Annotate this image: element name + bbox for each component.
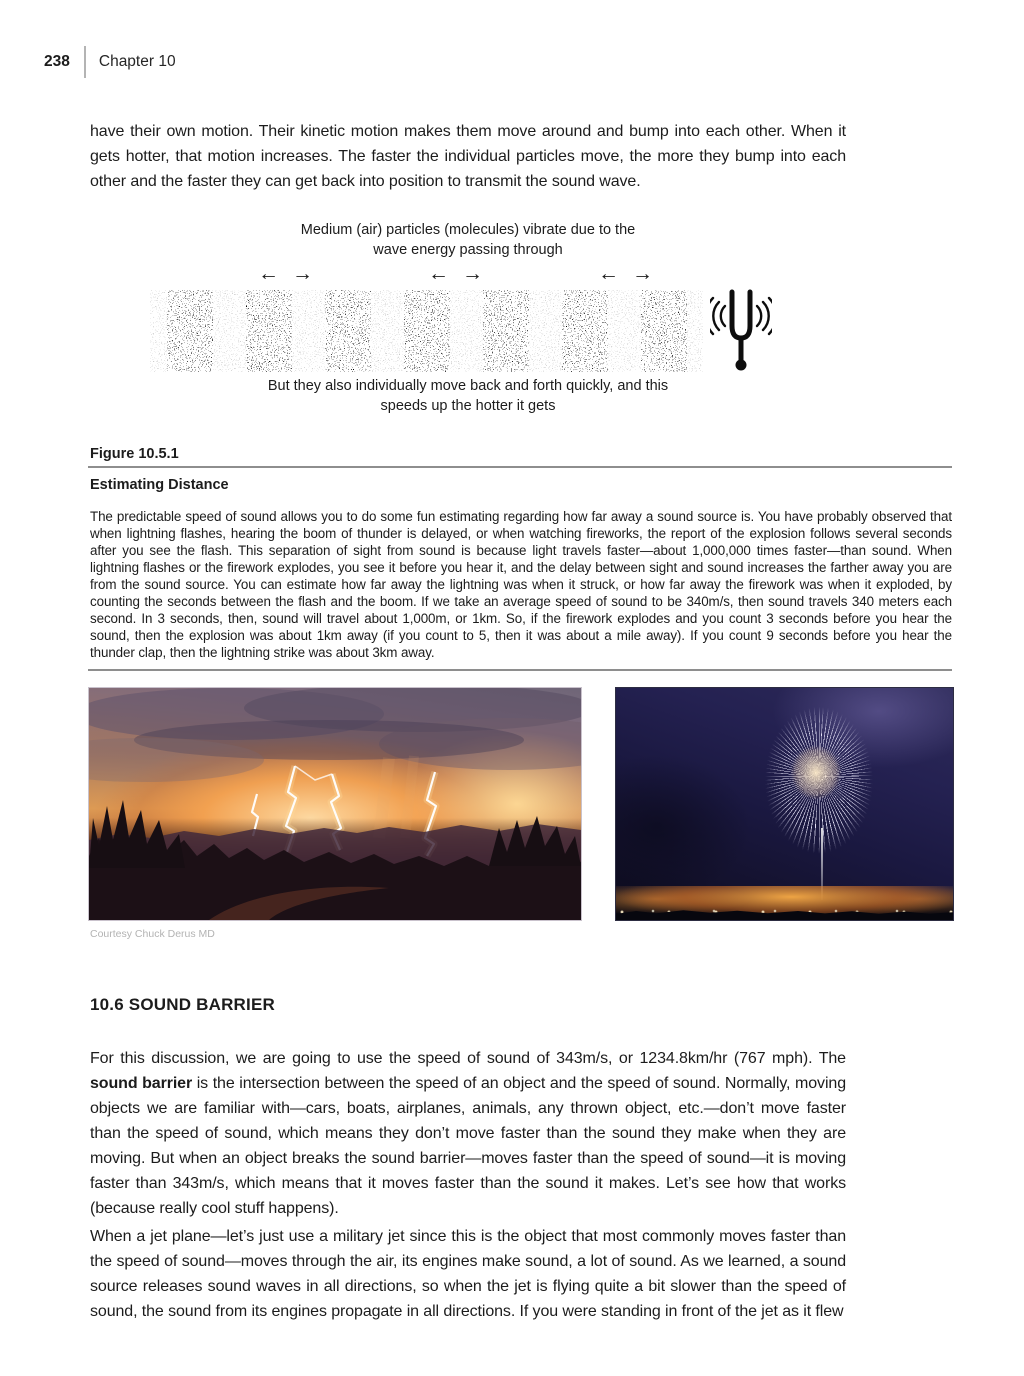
lightning-storm-photo <box>88 687 582 921</box>
figure-caption-top-line1: Medium (air) particles (molecules) vibrate due to the <box>300 222 636 238</box>
figure-10-5-1 <box>90 218 846 422</box>
para1-pre: For this discussion, we are going to use the speed of sound of 343m/s, or 1234.8km/hr (767 mph). The <box>90 1050 846 1067</box>
page-number: 238 <box>44 53 70 70</box>
vibration-arrows-left-icon <box>258 262 313 286</box>
firework-burst <box>744 694 894 890</box>
left-arrow-icon: ← <box>428 262 449 285</box>
lightning-storm-overlay <box>89 688 581 920</box>
figure-caption-top-line2: wave energy passing through <box>373 242 563 258</box>
sound-barrier-paragraph-1 <box>90 1046 846 1221</box>
tuning-fork-icon <box>710 286 772 372</box>
photo-row <box>88 687 954 921</box>
fireworks-photo <box>615 687 954 921</box>
intro-paragraph: have their own motion. Their kinetic motion makes them move around and bump into each other. When it gets hotter, that motion increases. The faster the individual particles move, the more they bump into each other and the faster they can get back into position to transmit the sound wave. <box>90 123 846 190</box>
figure-label: Figure 10.5.1 <box>90 446 179 462</box>
left-arrow-icon: ← <box>598 262 619 285</box>
page-header <box>44 45 176 79</box>
right-arrow-icon: → <box>292 262 313 285</box>
para1-post: is the intersection between the speed of an object and the speed of sound. Normally, moving objects we are familiar with—cars, boats, airplanes, animals, any thrown object, etc.—don’t move faster than the speed of sound, which means they don’t move faster than the sound they make when they are moving. But when an object breaks the sound barrier—moves faster than the speed of sound—it is moving faster than 343m/s, which means that it moves faster than the sound it makes. Let’s see how that works (because really cool stuff happens). <box>90 1075 846 1217</box>
left-arrow-icon: ← <box>258 262 279 285</box>
estimating-distance-title: Estimating Distance <box>90 477 229 493</box>
figure-caption-bottom-line2: speeds up the hotter it gets <box>380 398 556 414</box>
photo-credit: Courtesy Chuck Derus MD <box>90 928 215 940</box>
box-bottom-rule <box>88 669 952 671</box>
header-divider <box>84 46 86 78</box>
vibration-arrows-right-icon <box>598 262 653 286</box>
section-heading: 10.6 SOUND BARRIER <box>90 995 275 1014</box>
box-top-rule <box>88 466 952 468</box>
chapter-title: Chapter 10 <box>98 53 176 70</box>
estimating-distance-body: The predictable speed of sound allows you to do some fun estimating regarding how far away a sound source is. You have probably observed that when lightning flashes, hearing the boom of thunder is delayed, or when watching fireworks, the report of the explosion follows several seconds after you see the flash. This separation of sight from sound is because light travels faster—about 1,000,000 times faster—than sound. When lightning flashes or the firework explodes, you see it before you hear it, and the delay between sight and sound increases the farther away you are from the sound source. You can estimate how far away the lightning was when it struck, or how far away the firework was when it exploded, by counting the seconds between the flash and the boom. If we take an average speed of sound to be 340m/s, then sound travels 340 meters each second. In 3 seconds, then, sound will travel about 1,000m, or 1km. So, if the firework explodes and you count 3 seconds before you hear the sound, then the explosion was about 1km away (if you count to 5, then it was about a mile away). If you count 9 seconds before you hear the thunder clap, then the lightning strike was about 3km away. <box>90 509 952 660</box>
vibration-arrows-center-icon <box>428 262 483 286</box>
right-arrow-icon: → <box>632 262 653 285</box>
sound-barrier-paragraph-2: When a jet plane—let’s just use a military jet since this is the object that most commonly moves faster than the speed of sound—moves through the air, its engines make sound, a lot of sound. As we learned, a sound source releases sound waves in all directions, so when the jet is flying quite a bit slower than the speed of sound, the sound from its engines propagate in all directions. If you were standing in front of the jet as it flew <box>90 1228 846 1320</box>
sound-barrier-term: sound barrier <box>90 1075 193 1092</box>
figure-caption-bottom-line1: But they also individually move back and forth quickly, and this <box>267 378 669 394</box>
right-arrow-icon: → <box>462 262 483 285</box>
particle-diagram <box>150 290 703 372</box>
